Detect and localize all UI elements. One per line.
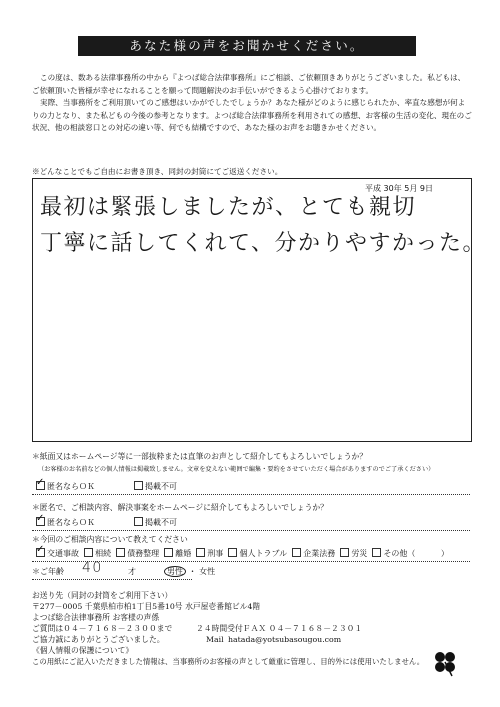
address-line-2: 〒277－0005 千葉県柏市柏1丁目5番10号 水戸屋壱番館ビル4階 [32,602,261,611]
option-divorce: 離婚 [175,549,192,558]
checkbox-checked-icon[interactable] [36,481,45,490]
address-line-3: よつば総合法律事務所 お客様の声係 [32,613,160,622]
gender-field [164,566,215,577]
intro-paragraph-2: 実際、当事務所をご利用頂いてのご感想はいかがでしたでしょうか？あなた様がどのように感じられたか、率直な感想が何よりの力となり、また私どもの今後の参考となります。よつば総合法律事務所を利用されての感想、お客様の生活の変化、現在のご状況、他の相談窓口との対応の違い等、何でも結構ですので、あなた様のお声をお聴きかせください。 [32,98,472,132]
q1-option-anonymous[interactable]: ✓匿名ならＯＫ [36,481,95,492]
handwritten-line-1: 最初は緊張しましたが、とても親切 [40,195,417,220]
checkbox-icon[interactable] [292,548,301,557]
q3-question: ＊今回のご相談内容について教えてください [32,535,188,544]
age-label: ＊ご年齢 [32,567,64,576]
gender-female[interactable]: 女性 [199,567,216,576]
checkbox-icon[interactable] [372,548,381,557]
mail-link[interactable]: hatada@yotsubasougou.com [228,635,342,644]
checkbox-icon[interactable] [134,517,143,526]
page-title: あなた様の声をお聞かせください。 [78,36,416,56]
checkbox-icon[interactable] [196,548,205,557]
checkbox-icon[interactable] [164,548,173,557]
divider [32,530,470,531]
divider [32,494,470,495]
option-criminal: 刑事 [207,549,224,558]
q1-option-no[interactable]: 掲載不可 [134,481,177,492]
divider [32,579,192,580]
privacy-heading: 《個人情報の保護について》 [32,646,134,655]
address-line-1: お送り先（同封の封筒をご利用下さい） [32,591,173,600]
checkbox-checked-icon[interactable] [36,548,45,557]
age-value: 40 [82,560,103,576]
handwritten-line-2: 丁寧に話してくれて、分かりやすかった。 [40,231,487,256]
clover-icon [430,648,460,678]
intro-text [32,72,472,135]
checkbox-icon[interactable] [116,548,125,557]
q1-subnote: （お客様のお名前などの個人情報は掲載致しません。文章を変えない範囲で編集・要約をさせていただく場合がありますのでご了承ください） [38,466,435,473]
checkbox-checked-icon[interactable] [36,517,45,526]
checkbox-icon[interactable] [340,548,349,557]
checkbox-icon[interactable] [84,548,93,557]
option-corporate: 企業法務 [303,549,336,558]
q2-option-no[interactable]: 掲載不可 [134,517,177,528]
intro-paragraph-1: この度は、数ある法律事務所の中から『よつば総合法律事務所』にご相談、ご依頼頂きありがとうございました。私どもは、ご依頼頂いた皆様が幸せになれることを願って問題解決のお手伝いができるよう心掛けております。 [32,73,466,95]
option-traffic: 交通事故 [47,549,79,558]
checkbox-icon[interactable] [228,548,237,557]
instruction-note: ※どんなことでもご自由にお書き頂き、同封の封筒にてご返送ください。 [32,167,283,176]
gender-separator: ・ [188,567,197,576]
privacy-text: この用紙にご記入いただきました情報は、当事務所のお客様の声として厳重に管理し、目的外には使用いたしません。 [32,657,425,666]
thanks-line: ご協力誠にありがとうございました。 [32,635,165,644]
q2-option-anonymous[interactable]: ✓匿名ならＯＫ [36,517,95,528]
q2-question: ＊匿名で、ご相談内容、解決事案をホームページに紹介してもよろしいでしょうか？ [32,503,328,512]
age-unit: 才 [128,567,136,576]
option-inheritance: 相続 [95,549,112,558]
checkbox-icon[interactable] [134,481,143,490]
option-debt: 債務整理 [127,549,160,558]
phone-line: ご質問は０４－７１６８－２３００まで [32,624,173,633]
fax-line: ２４時間受付ＦＡＸ ０４－７１６８－２３０１ [196,624,363,633]
date-field: 平成 30年 5月 9日 [365,184,433,193]
q3-options: ✓交通事故 相続 債務整理 離婚 刑事 個人トラブル 企業法務 労災 その他（ ） [36,548,449,559]
q1-question: ＊紙面又はホームページ等に一部抜粋または直筆のお声として紹介してもよろしいでしょうか？ [32,452,368,461]
option-other: その他（ [383,549,416,558]
mail-label: Mail [206,635,224,644]
gender-male-selected[interactable]: 男性 [164,566,186,577]
option-labor: 労災 [351,549,368,558]
option-personal: 個人トラブル [239,549,288,558]
